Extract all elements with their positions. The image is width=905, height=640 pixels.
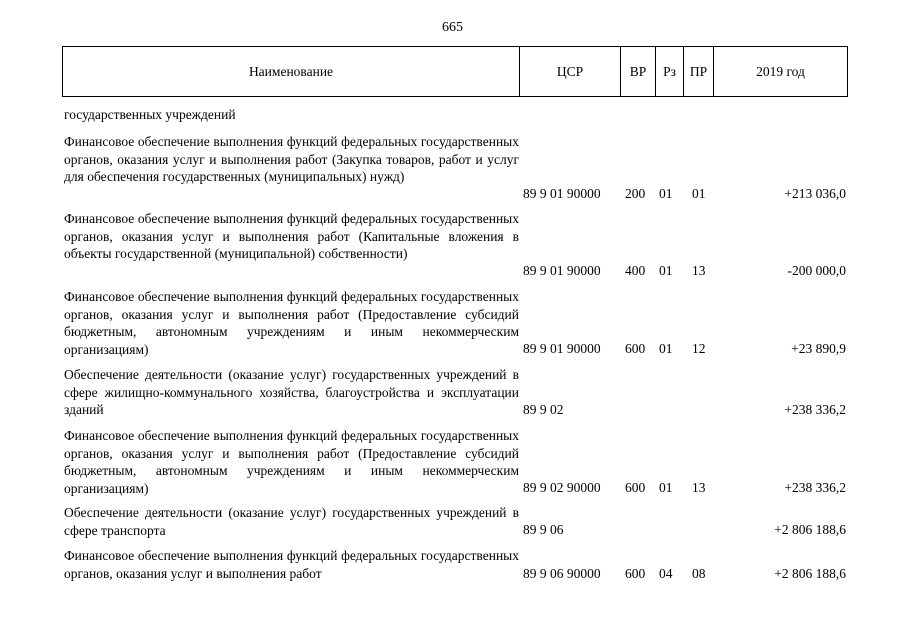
row-name: Финансовое обеспечение выполнения функций федеральных государственных органов, оказания услуг и выполнения работ [64, 548, 519, 581]
row-pr: 01 [692, 186, 706, 201]
row-rz: 04 [659, 566, 673, 581]
header-year: 2019 год [756, 63, 805, 79]
row-csr: 89 9 01 90000 [523, 263, 601, 278]
row-name: Финансовое обеспечение выполнения функций федеральных государственных органов, оказания услуг и выполнения работ (Предоставление субсидий бюджетным, автономным учреждениям и иным некоммерческим организациям) [64, 289, 519, 357]
row-sum: +213 036,0 [784, 186, 846, 201]
row-rz: 01 [659, 186, 673, 201]
header-csr: ЦСР [556, 63, 584, 79]
row-csr: 89 9 06 [523, 522, 564, 537]
row-csr: 89 9 01 90000 [523, 186, 601, 201]
header-name: Наименование [248, 63, 334, 79]
row-name: государственных учреждений [64, 107, 236, 122]
row-csr: 89 9 06 90000 [523, 566, 601, 581]
row-csr: 89 9 01 90000 [523, 341, 601, 356]
row-rz: 01 [659, 263, 673, 278]
row-sum: +238 336,2 [784, 480, 846, 495]
row-sum: +238 336,2 [784, 402, 846, 417]
row-pr: 12 [692, 341, 706, 356]
row-vr: 600 [625, 566, 646, 581]
header-pr: ПР [689, 63, 708, 79]
row-name: Обеспечение деятельности (оказание услуг) государственных учреждений в сфере жилищно-коммунального хозяйства, благоустройства и эксплуатации зданий [64, 367, 519, 417]
row-csr: 89 9 02 [523, 402, 564, 417]
row-sum: +2 806 188,6 [774, 566, 846, 581]
row-vr: 600 [625, 480, 646, 495]
row-rz: 01 [659, 341, 673, 356]
row-rz: 01 [659, 480, 673, 495]
row-vr: 600 [625, 341, 646, 356]
row-name: Финансовое обеспечение выполнения функций федеральных государственных органов, оказания услуг и выполнения работ (Закупка товаров, работ и услуг для обеспечения государственных (муниципальных) нужд) [64, 134, 519, 184]
row-pr: 13 [692, 263, 706, 278]
row-sum: +23 890,9 [791, 341, 846, 356]
header-vr: ВР [629, 63, 647, 79]
row-pr: 13 [692, 480, 706, 495]
row-csr: 89 9 02 90000 [523, 480, 601, 495]
row-vr: 400 [625, 263, 646, 278]
row-sum: +2 806 188,6 [774, 522, 846, 537]
row-sum: -200 000,0 [787, 263, 846, 278]
header-rz: Рз [663, 63, 676, 79]
row-pr: 08 [692, 566, 706, 581]
row-name: Финансовое обеспечение выполнения функций федеральных государственных органов, оказания услуг и выполнения работ (Капитальные вложения в объекты государственной (муниципальной) собственности) [64, 211, 519, 261]
row-vr: 200 [625, 186, 646, 201]
row-name: Финансовое обеспечение выполнения функций федеральных государственных органов, оказания услуг и выполнения работ (Предоставление субсидий бюджетным, автономным учреждениям и иным некоммерческим организациям) [64, 428, 519, 496]
row-name: Обеспечение деятельности (оказание услуг) государственных учреждений в сфере транспорта [64, 505, 519, 538]
page-number: 665 [442, 20, 463, 35]
table-header [62, 46, 848, 97]
